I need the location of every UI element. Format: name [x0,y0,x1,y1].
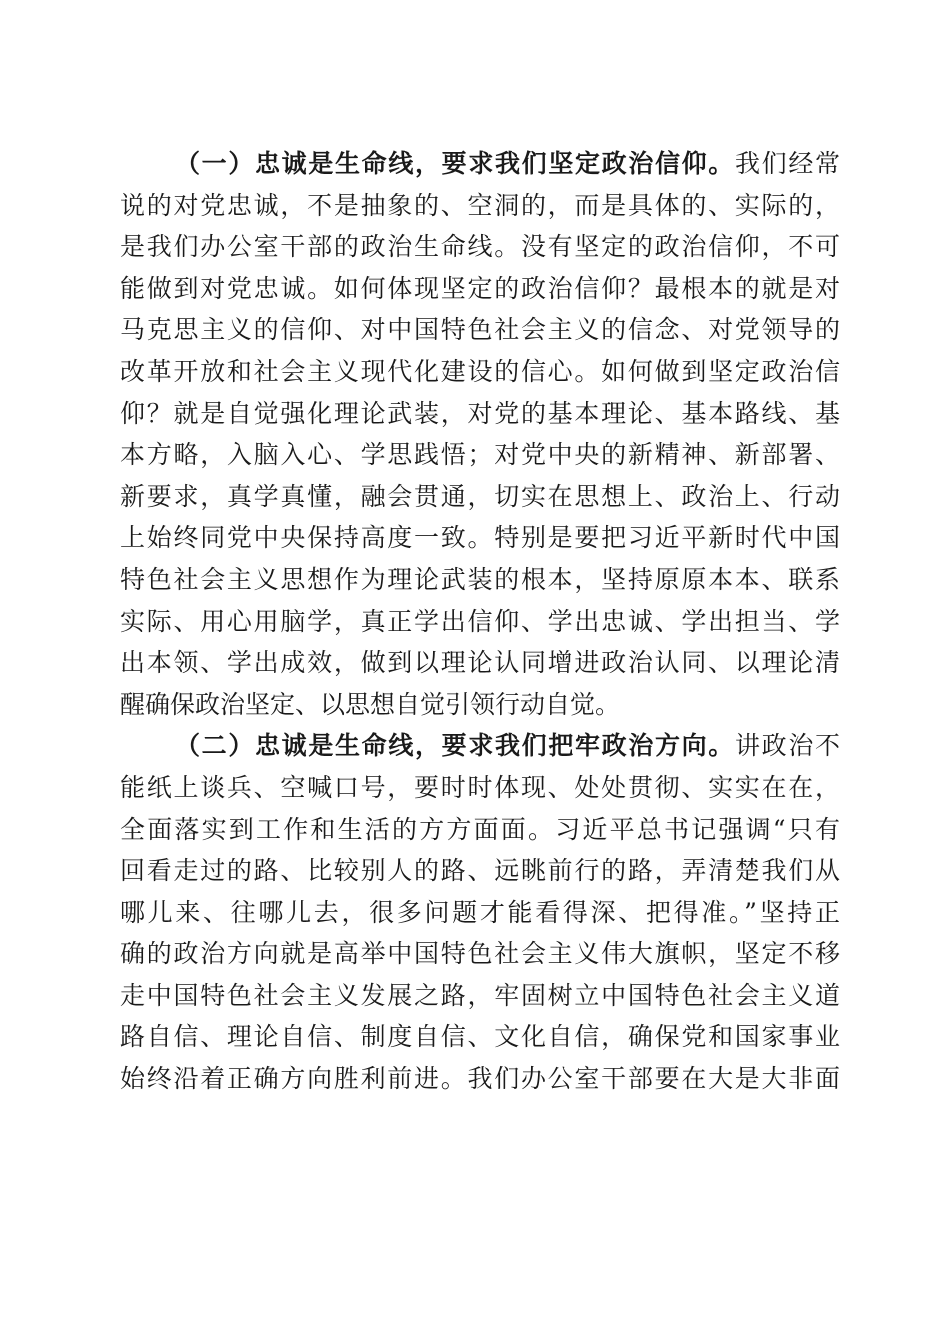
paragraph-1-line: 仰？就是自觉强化理论武装，对党的基本理论、基本路线、基 [120,398,840,428]
paragraph-2-line: 始终沿着正确方向胜利前进。我们办公室干部要在大是大非面 [120,1064,840,1094]
paragraph-2-line: 走中国特色社会主义发展之路，牢固树立中国特色社会主义道 [120,980,840,1010]
paragraph-1-line: 说的对党忠诚，不是抽象的、空洞的，而是具体的、实际的， [120,190,840,220]
paragraph-2-line: 回看走过的路、比较别人的路、远眺前行的路，弄清楚我们从 [120,856,840,886]
paragraph-2-line-1 [120,725,840,767]
paragraph-1-line: 实际、用心用脑学，真正学出信仰、学出忠诚、学出担当、学 [120,606,840,636]
paragraph-1-line: 能做到对党忠诚。如何体现坚定的政治信仰？最根本的就是对 [120,273,840,303]
paragraph-1-line: 醒确保政治坚定、以思想自觉引领行动自觉。 [120,689,621,719]
paragraph-2-line: 确的政治方向就是高举中国特色社会主义伟大旗帜，坚定不移 [120,939,840,969]
paragraph-2-text: 讲政治不 [734,731,840,761]
paragraph-2-heading: （二）忠诚是生命线，要求我们把牢政治方向。 [175,731,735,761]
paragraph-2-line: 哪儿来、往哪儿去，很多问题才能看得深、把得准。”坚持正 [120,897,840,927]
paragraph-1-line: 本方略，入脑入心、学思践悟；对党中央的新精神、新部署、 [120,440,840,470]
paragraph-1-text: 我们经常 [734,149,840,178]
paragraph-1-line: 是我们办公室干部的政治生命线。没有坚定的政治信仰，不可 [120,232,840,262]
document-body [120,143,840,1100]
paragraph-1-line: 特色社会主义思想作为理论武装的根本，坚持原原本本、联系 [120,564,840,594]
paragraph-1-line: 出本领、学出成效，做到以理论认同增进政治认同、以理论清 [120,648,840,678]
paragraph-1-line: 改革开放和社会主义现代化建设的信心。如何做到坚定政治信 [120,356,840,386]
paragraph-2-line: 路自信、理论自信、制度自信、文化自信，确保党和国家事业 [120,1022,840,1052]
paragraph-1-line-1 [120,143,840,185]
paragraph-1-line: 上始终同党中央保持高度一致。特别是要把习近平新时代中国 [120,523,840,553]
paragraph-1-line: 马克思主义的信仰、对中国特色社会主义的信念、对党领导的 [120,315,840,345]
paragraph-2-line: 全面落实到工作和生活的方方面面。习近平总书记强调“只有 [120,814,840,844]
paragraph-2-line: 能纸上谈兵、空喊口号，要时时体现、处处贯彻、实实在在， [120,772,840,802]
paragraph-1-heading: （一）忠诚是生命线，要求我们坚定政治信仰。 [175,149,735,178]
paragraph-1-line: 新要求，真学真懂，融会贯通，切实在思想上、政治上、行动 [120,481,840,511]
